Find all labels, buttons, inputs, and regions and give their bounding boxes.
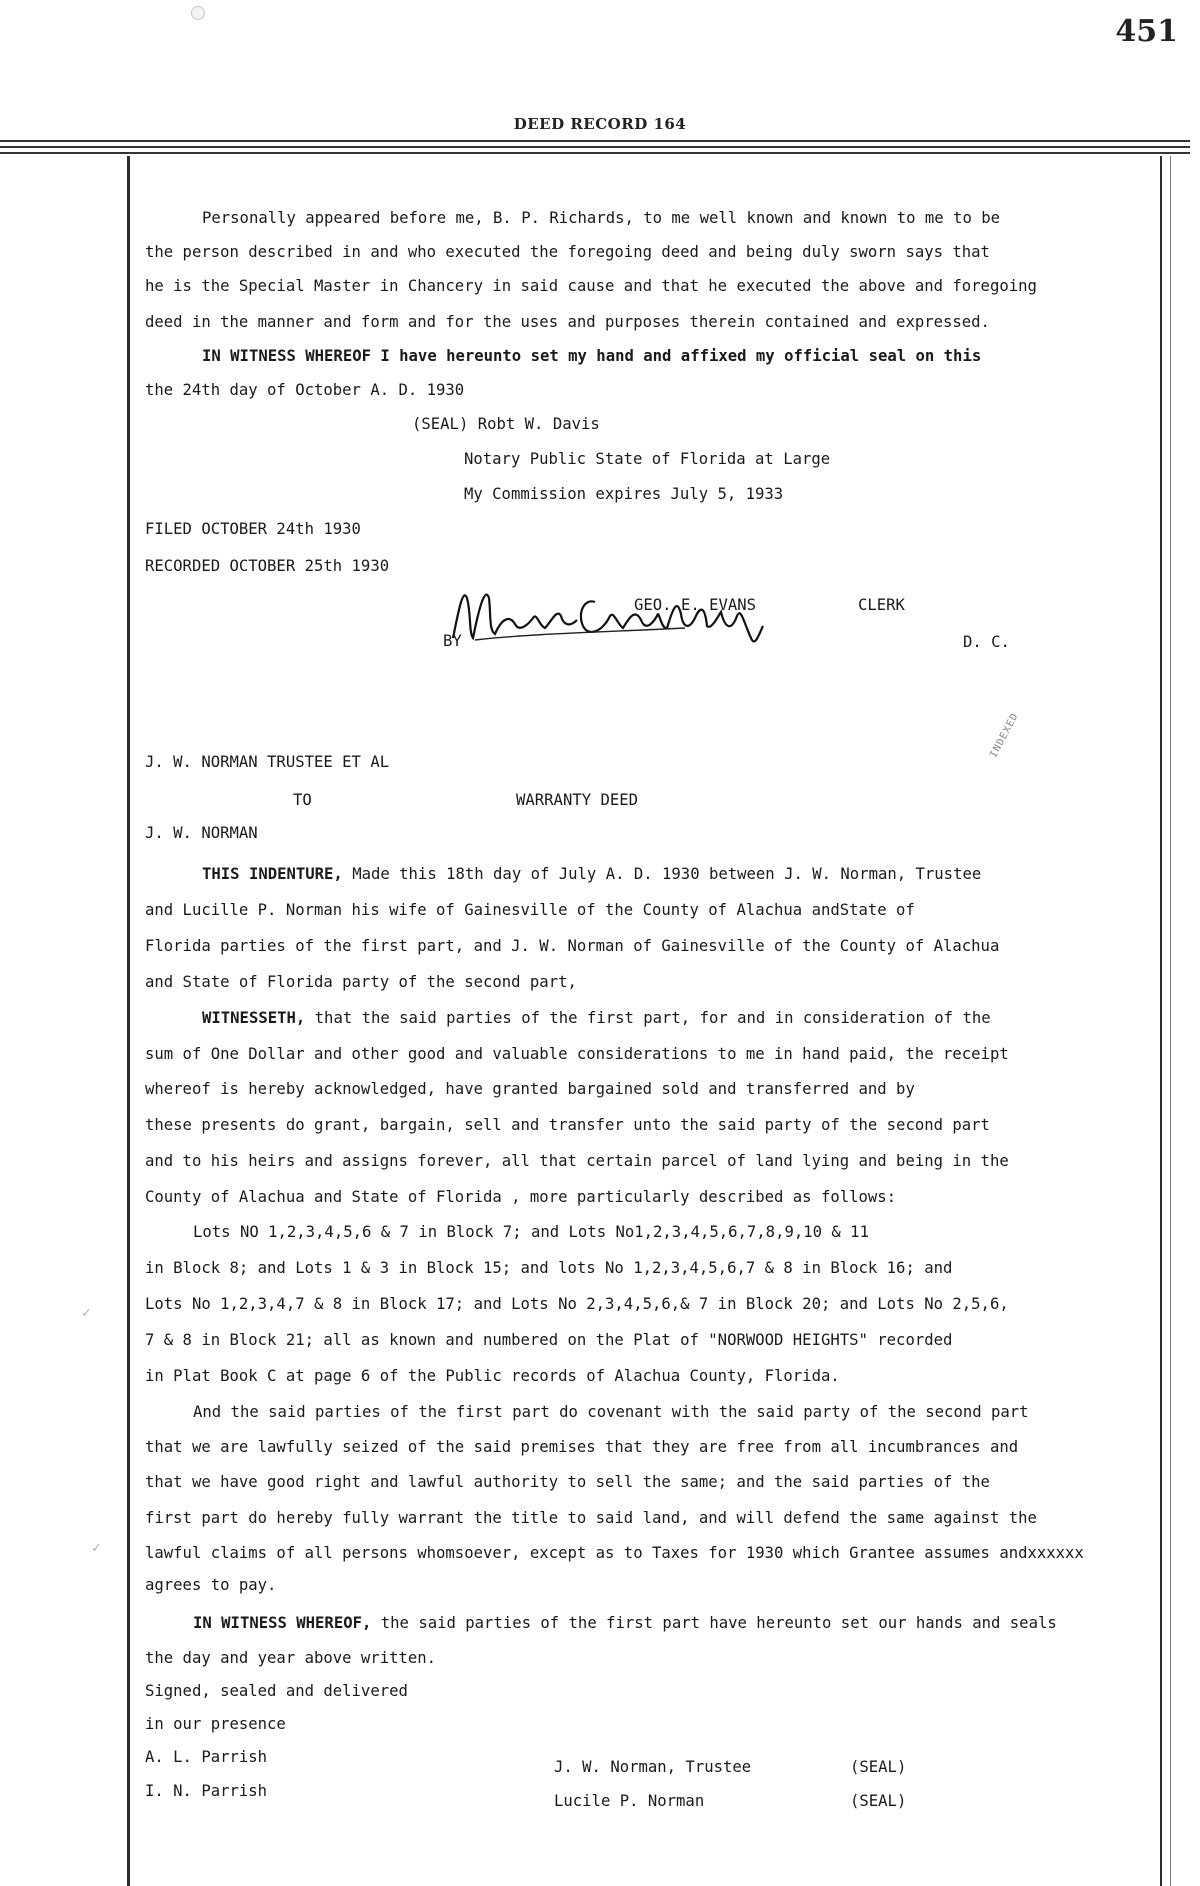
- deed-line: Florida parties of the first part, and J. W. Norman of Gainesville of the County of Alachua: [145, 937, 1000, 955]
- record-content: [145, 0, 1160, 1886]
- signer-seal: (SEAL): [850, 1792, 907, 1810]
- signer-name: J. W. Norman, Trustee: [554, 1758, 752, 1776]
- signer-seal: (SEAL): [850, 1758, 907, 1776]
- deed-line: lawful claims of all persons whomsoever, except as to Taxes for 1930 which Grantee assumes andxxxxxx: [145, 1544, 1084, 1562]
- witness-name: A. L. Parrish: [145, 1748, 268, 1766]
- deed-type: WARRANTY DEED: [516, 791, 639, 809]
- witness-name: I. N. Parrish: [145, 1782, 268, 1800]
- filed-date: FILED OCTOBER 24th 1930: [145, 520, 361, 538]
- deed-line: in Block 8; and Lots 1 & 3 in Block 15; and lots No 1,2,3,4,5,6,7 & 8 in Block 16; and: [145, 1259, 953, 1277]
- by-label: BY: [443, 632, 462, 650]
- indexed-stamp: INDEXED: [988, 711, 1021, 760]
- recorded-date: RECORDED OCTOBER 25th 1930: [145, 557, 390, 575]
- deed-line: the day and year above written.: [145, 1649, 437, 1667]
- right-margin-line: [1160, 156, 1162, 1886]
- notary-commission: My Commission expires July 5, 1933: [464, 485, 784, 503]
- deed-line: and Lucille P. Norman his wife of Gainesville of the County of Alachua andState of: [145, 901, 915, 919]
- check-mark-icon: ✓: [92, 1540, 101, 1556]
- ack-line-3: he is the Special Master in Chancery in said cause and that he executed the above and foregoing: [145, 277, 1037, 295]
- clerk-title: CLERK: [858, 596, 905, 614]
- deed-line: And the said parties of the first part do covenant with the said party of the second part: [193, 1403, 1029, 1421]
- deed-line: IN WITNESS WHEREOF, the said parties of the first part have hereunto set our hands and seals: [193, 1614, 1057, 1632]
- ack-line-1: Personally appeared before me, B. P. Richards, to me well known and known to me to be: [202, 209, 1000, 227]
- check-mark-icon: ✓: [82, 1305, 91, 1321]
- signer-name: Lucile P. Norman: [554, 1792, 705, 1810]
- to-label: TO: [293, 791, 312, 809]
- page-number: 451: [1115, 14, 1178, 49]
- record-title: DEED RECORD 164: [513, 115, 687, 133]
- notary-seal-name: (SEAL) Robt W. Davis: [412, 415, 600, 433]
- deed-line: Lots NO 1,2,3,4,5,6 & 7 in Block 7; and Lots No1,2,3,4,5,6,7,8,9,10 & 11: [193, 1223, 869, 1241]
- deed-line: first part do hereby fully warrant the title to said land, and will defend the same against the: [145, 1509, 1037, 1527]
- right-margin-line-outer: [1170, 156, 1171, 1886]
- deed-line: THIS INDENTURE, Made this 18th day of July A. D. 1930 between J. W. Norman, Trustee: [202, 865, 982, 883]
- signed-sealed-label: Signed, sealed and delivered: [145, 1682, 408, 1700]
- ack-line-4: deed in the manner and form and for the uses and purposes therein contained and expressed.: [145, 313, 990, 331]
- deed-line: these presents do grant, bargain, sell and transfer unto the said party of the second part: [145, 1116, 990, 1134]
- left-margin-line: [127, 156, 130, 1886]
- deed-line: WITNESSETH, that the said parties of the first part, for and in consideration of the: [202, 1009, 991, 1027]
- deed-line: agrees to pay.: [145, 1576, 277, 1594]
- ack-date-line: the 24th day of October A. D. 1930: [145, 381, 465, 399]
- deputy-clerk-label: D. C.: [963, 633, 1010, 651]
- grantee-heading: J. W. NORMAN: [145, 824, 258, 842]
- deed-line: 7 & 8 in Block 21; all as known and numbered on the Plat of "NORWOOD HEIGHTS" recorded: [145, 1331, 953, 1349]
- grantor-heading: J. W. NORMAN TRUSTEE ET AL: [145, 753, 390, 771]
- deed-line: sum of One Dollar and other good and valuable considerations to me in hand paid, the receipt: [145, 1045, 1009, 1063]
- deed-line: and State of Florida party of the second part,: [145, 973, 577, 991]
- ack-witness-line: IN WITNESS WHEREOF I have hereunto set my hand and affixed my official seal on this: [202, 347, 982, 365]
- deed-line: whereof is hereby acknowledged, have granted bargained sold and transferred and by: [145, 1080, 915, 1098]
- deed-line: that we are lawfully seized of the said premises that they are free from all incumbrances and: [145, 1438, 1019, 1456]
- presence-label: in our presence: [145, 1715, 286, 1733]
- deed-line: that we have good right and lawful authority to sell the same; and the said parties of the: [145, 1473, 990, 1491]
- notary-title: Notary Public State of Florida at Large: [464, 450, 831, 468]
- deed-line: and to his heirs and assigns forever, all that certain parcel of land lying and being in the: [145, 1152, 1009, 1170]
- deed-line: County of Alachua and State of Florida , more particularly described as follows:: [145, 1188, 897, 1206]
- ack-line-2: the person described in and who executed the foregoing deed and being duly sworn says that: [145, 243, 990, 261]
- clerk-name: GEO. E. EVANS: [634, 596, 757, 614]
- deed-line: Lots No 1,2,3,4,7 & 8 in Block 17; and Lots No 2,3,4,5,6,& 7 in Block 20; and Lots No 2,5,6,: [145, 1295, 1009, 1313]
- deputy-clerk-signature: [445, 568, 795, 668]
- deed-line: in Plat Book C at page 6 of the Public records of Alachua County, Florida.: [145, 1367, 840, 1385]
